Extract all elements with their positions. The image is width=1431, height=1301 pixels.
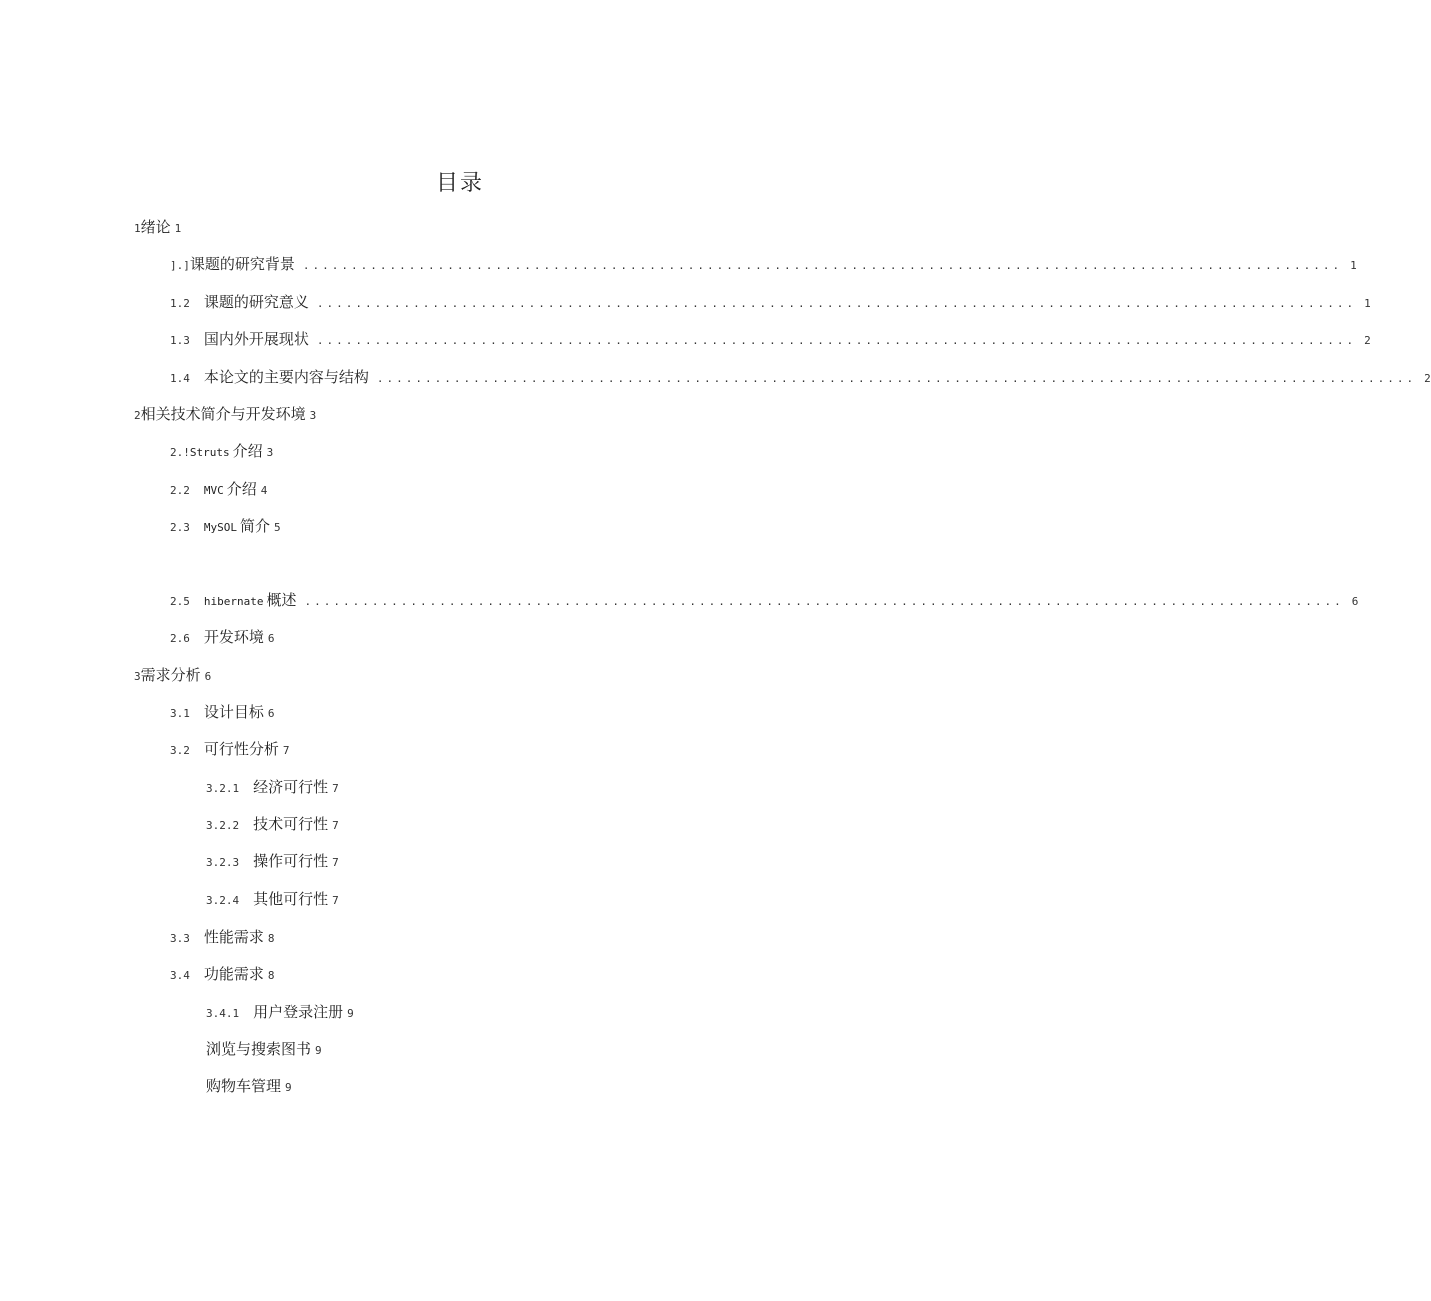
- toc-entry-2-1[interactable]: [170, 440, 273, 462]
- toc-entry-number: 3.2.2: [206, 819, 240, 832]
- toc-entry-number: 1.4: [170, 372, 190, 385]
- toc-entry-chapter-1[interactable]: [134, 216, 181, 238]
- toc-entry-title: 国内外开展现状: [203, 330, 309, 348]
- dot-leader: ............................................................................................................: [316, 297, 1357, 310]
- toc-entry-number: 2: [134, 409, 141, 422]
- toc-entry-title: 介绍: [226, 480, 257, 498]
- toc-entry-term: hibernate: [203, 595, 264, 608]
- toc-entry-title: 开发环境: [203, 628, 264, 646]
- toc-entry-page: 1: [1364, 297, 1371, 310]
- toc-entry-number: 2.6: [170, 632, 190, 645]
- toc-entry-page: 6: [267, 632, 275, 645]
- toc-entry-title: 其他可行性: [253, 890, 329, 908]
- toc-entry-title: 浏览与搜索图书: [206, 1040, 312, 1058]
- toc-entry-1-1[interactable]: [170, 253, 1357, 275]
- toc-entry-page: 7: [332, 782, 339, 795]
- toc-entry-page: 4: [260, 484, 268, 497]
- toc-entry-number: 1.3: [170, 334, 190, 347]
- toc-entry-3-2-4[interactable]: [206, 888, 339, 910]
- toc-entry-number: 3.3: [170, 932, 190, 945]
- toc-entry-3-2[interactable]: [170, 738, 290, 760]
- toc-entry-page: 3: [266, 446, 274, 459]
- toc-entry-page: 1: [174, 222, 182, 235]
- toc-entry-page: 9: [285, 1081, 292, 1094]
- toc-entry-number: 1: [134, 222, 141, 235]
- toc-entry-number: 2.!: [170, 446, 190, 459]
- toc-entry-page: 9: [347, 1007, 354, 1020]
- toc-entry-page: 9: [315, 1044, 322, 1057]
- toc-entry-page: 7: [332, 819, 339, 832]
- toc-entry-page: 8: [267, 932, 275, 945]
- toc-entry-title: 课题的研究背景: [189, 255, 295, 273]
- toc-entry-number: 3.2: [170, 744, 190, 757]
- toc-entry-number: 2.2: [170, 484, 190, 497]
- toc-entry-title: 用户登录注册: [253, 1003, 344, 1021]
- toc-entry-term: Struts: [189, 446, 230, 459]
- toc-entry-page: 2: [1364, 334, 1371, 347]
- toc-entry-3-3[interactable]: [170, 926, 275, 948]
- toc-entry-page: 7: [332, 894, 339, 907]
- toc-entry-title: 相关技术简介与开发环境: [140, 405, 306, 423]
- toc-entry-number: 2.3: [170, 521, 190, 534]
- toc-entry-page: 2: [1424, 372, 1431, 385]
- toc-entry-number: 3.1: [170, 707, 190, 720]
- toc-entry-title: 绪论: [140, 218, 171, 236]
- toc-entry-3-2-2[interactable]: [206, 813, 339, 835]
- toc-entry-chapter-2[interactable]: [134, 403, 316, 425]
- toc-entry-page: 6: [1351, 595, 1359, 608]
- toc-entry-chapter-3[interactable]: [134, 664, 211, 686]
- toc-entry-title: 介绍: [232, 442, 263, 460]
- toc-entry-title: 性能需求: [203, 928, 264, 946]
- toc-entry-title: 需求分析: [140, 666, 201, 684]
- toc-entry-number: 3.2.3: [206, 856, 240, 869]
- toc-entry-term: MySOL: [203, 521, 237, 534]
- toc-entry-title: 技术可行性: [253, 815, 329, 833]
- toc-entry-number: 2.5: [170, 595, 190, 608]
- toc-entry-number: 3: [134, 670, 141, 683]
- dot-leader: ............................................................................................................: [302, 259, 1343, 272]
- toc-entry-term: MVC: [203, 484, 224, 497]
- toc-entry-number: 3.4.1: [206, 1007, 240, 1020]
- toc-entry-2-6[interactable]: [170, 626, 275, 648]
- toc-entry-title: 课题的研究意义: [203, 293, 309, 311]
- toc-entry-page: 7: [282, 744, 290, 757]
- toc-entry-number: 1.2: [170, 297, 190, 310]
- toc-entry-title: 可行性分析: [203, 740, 279, 758]
- toc-entry-page: 7: [332, 856, 339, 869]
- toc-entry-1-2[interactable]: [170, 291, 1371, 313]
- toc-entry-page: 6: [267, 707, 275, 720]
- toc-entry-title: 购物车管理: [206, 1077, 282, 1095]
- toc-entry-title: 设计目标: [203, 703, 264, 721]
- toc-entry-number: 3.2.1: [206, 782, 240, 795]
- toc-entry-title: 本论文的主要内容与结构: [203, 368, 369, 386]
- toc-entry-2-3[interactable]: [170, 515, 281, 537]
- toc-entry-page: 8: [267, 969, 275, 982]
- dot-leader: ............................................................................................................: [316, 334, 1357, 347]
- toc-entry-page: 1: [1350, 259, 1357, 272]
- toc-entry-3-4-2[interactable]: [206, 1038, 322, 1060]
- toc-entry-title: 概述: [266, 591, 297, 609]
- toc-entry-number: 3.4: [170, 969, 190, 982]
- toc-entry-title: 简介: [240, 517, 271, 535]
- dot-leader: ............................................................................................................: [376, 372, 1417, 385]
- toc-entry-title: 操作可行性: [253, 852, 329, 870]
- toc-entry-1-4[interactable]: [170, 366, 1431, 388]
- toc-entry-3-4-3[interactable]: [206, 1075, 292, 1097]
- toc-entry-title: 功能需求: [203, 965, 264, 983]
- toc-entry-3-2-3[interactable]: [206, 850, 339, 872]
- toc-entry-2-2[interactable]: [170, 478, 267, 500]
- toc-entry-3-1[interactable]: [170, 701, 275, 723]
- toc-entry-1-3[interactable]: [170, 328, 1371, 350]
- toc-entry-number: ].]: [170, 259, 190, 272]
- toc-entry-3-4-1[interactable]: [206, 1001, 354, 1023]
- toc-entry-3-2-1[interactable]: [206, 776, 339, 798]
- page-title: 目录: [435, 171, 484, 196]
- toc-entry-page: 3: [309, 409, 317, 422]
- dot-leader: ............................................................................................................: [304, 595, 1344, 608]
- toc-entry-2-5[interactable]: [170, 589, 1359, 611]
- toc-entry-3-4[interactable]: [170, 963, 275, 985]
- toc-entry-title: 经济可行性: [253, 778, 329, 796]
- toc-entry-page: 5: [274, 521, 281, 534]
- toc-entry-page: 6: [204, 670, 212, 683]
- toc-entry-number: 3.2.4: [206, 894, 240, 907]
